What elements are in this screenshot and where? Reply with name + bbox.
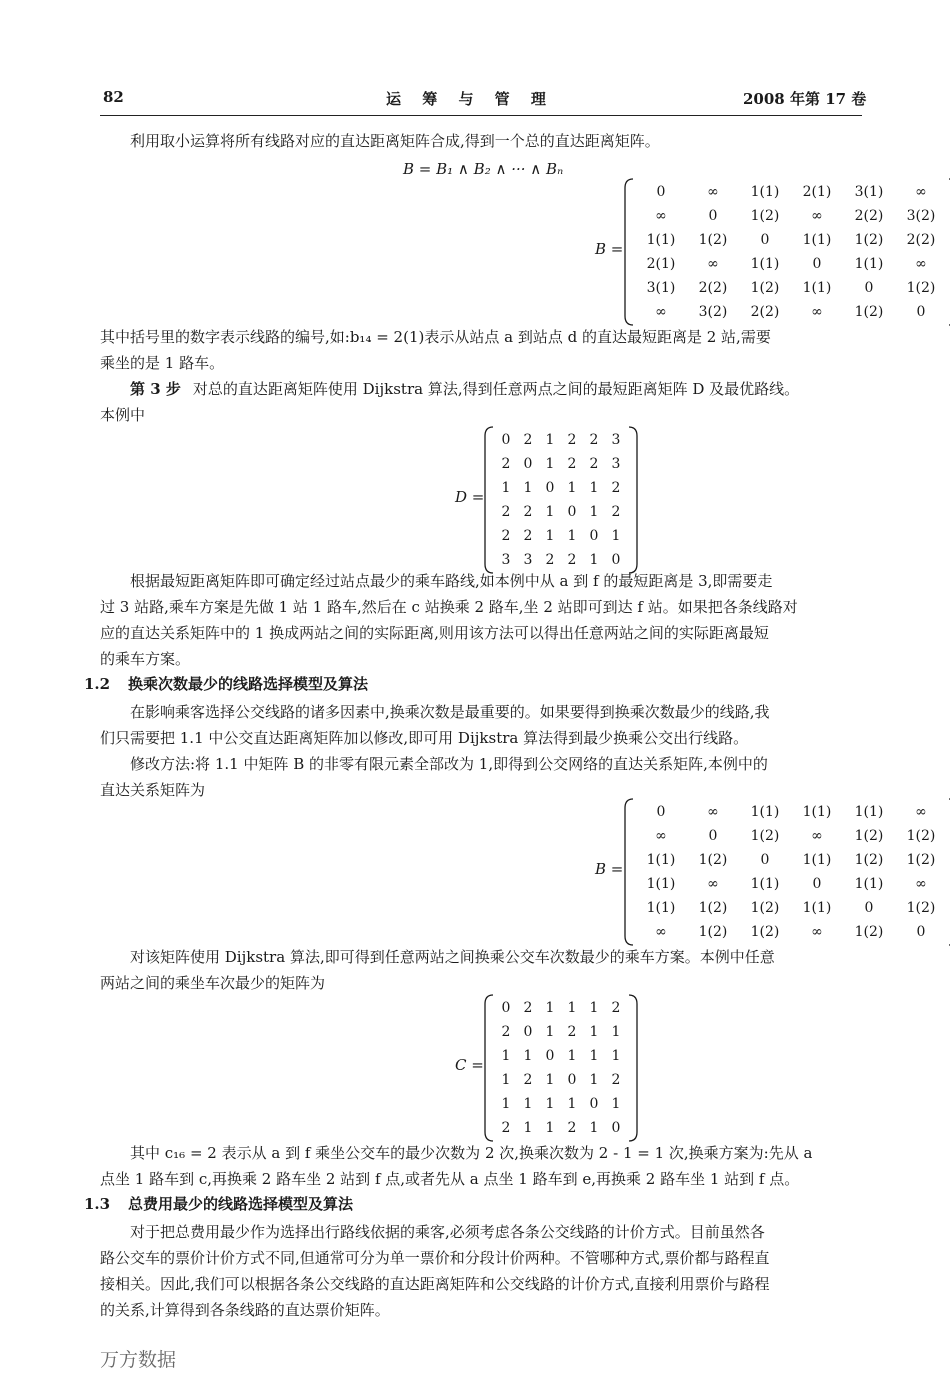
- matrix-cell: 1: [589, 504, 599, 520]
- paragraph-7: [100, 944, 862, 996]
- matrix-cell: 2: [501, 1120, 511, 1136]
- matrix-cell: 2: [589, 432, 599, 448]
- matrix-cell: 1(2): [750, 280, 780, 296]
- matrix-grid: [635, 180, 947, 324]
- right-bracket: [627, 426, 639, 574]
- text-line: 的乘车方案。: [100, 650, 191, 668]
- matrix-cell: ∞: [707, 184, 719, 200]
- matrix-cell: 0: [523, 456, 533, 472]
- matrix-cell: 2: [567, 456, 577, 472]
- matrix-cell: 0: [812, 256, 822, 272]
- text-line: 本例中: [100, 406, 146, 424]
- text-line: 的关系,计算得到各条线路的直达票价矩阵。: [100, 1301, 390, 1319]
- paragraph-9: [100, 1219, 862, 1323]
- text-line: 应的直达关系矩阵中的 1 换成两站之间的实际距离,则用该方法可以得出任意两站之间的实际距离最短: [100, 624, 769, 642]
- left-bracket: [483, 426, 495, 574]
- matrix-cell: 1: [611, 1048, 621, 1064]
- matrix-cell: ∞: [707, 876, 719, 892]
- matrix-cell: 1: [545, 1000, 555, 1016]
- text-line: 在影响乘客选择公交线路的诸多因素中,换乘次数是最重要的。如果要得到换乘次数最少的线路,我: [130, 703, 770, 721]
- matrix-cell: 1: [611, 1024, 621, 1040]
- formula-b-min: B = B₁ ∧ B₂ ∧ ··· ∧ Bₙ: [403, 160, 564, 178]
- matrix-cell: 1: [567, 1000, 577, 1016]
- matrix-cell: 1(1): [802, 280, 832, 296]
- matrix-cell: 3: [523, 552, 533, 568]
- text-line: 路公交车的票价计价方式不同,但通常可分为单一票价和分段计价两种。不管哪种方式,票价都与路程直: [100, 1249, 770, 1267]
- right-bracket: [627, 994, 639, 1142]
- matrix-cell: ∞: [915, 804, 927, 820]
- section-1-2-heading: [84, 673, 368, 694]
- step-3-text: 对总的直达距离矩阵使用 Dijkstra 算法,得到任意两点之间的最短距离矩阵 D 及最优路线。: [192, 380, 800, 398]
- matrix-grid: [495, 428, 627, 572]
- matrix-cell: 1(2): [750, 924, 780, 940]
- matrix-cell: 1: [545, 528, 555, 544]
- matrix-cell: ∞: [811, 924, 823, 940]
- matrix-cell: 1: [523, 480, 533, 496]
- matrix-grid: [635, 800, 947, 944]
- text-line: 们只需要把 1.1 中公交直达距离矩阵加以修改,即可用 Dijkstra 算法得到最少换乘公交出行线路。: [100, 729, 749, 747]
- text-line: 两站之间的乘坐车次最少的矩阵为: [100, 974, 326, 992]
- matrix-cell: 1(1): [854, 876, 884, 892]
- matrix-cell: 1(2): [906, 852, 936, 868]
- section-1-3-heading: [84, 1193, 353, 1214]
- matrix-cell: 2: [611, 504, 621, 520]
- matrix-cell: 2: [567, 1120, 577, 1136]
- matrix-cell: 1(2): [854, 828, 884, 844]
- matrix-cell: 1(1): [646, 876, 676, 892]
- matrix-c-transfers: [380, 996, 621, 1142]
- text-line: 接相关。因此,我们可以根据各条公交线路的直达距离矩阵和公交线路的计价方式,直接利用票价与路程: [100, 1275, 770, 1293]
- matrix-cell: 0: [760, 232, 770, 248]
- matrix-label: C =: [455, 1056, 484, 1074]
- matrix-cell: ∞: [915, 256, 927, 272]
- matrix-cell: 1: [589, 1000, 599, 1016]
- matrix-cell: 2: [523, 432, 533, 448]
- matrix-cell: 0: [708, 208, 718, 224]
- matrix-cell: 3(2): [698, 304, 728, 320]
- paragraph-8: [100, 1140, 862, 1192]
- matrix-cell: 1(2): [750, 208, 780, 224]
- matrix-cell: 2: [545, 552, 555, 568]
- matrix-cell: 2: [611, 480, 621, 496]
- matrix-cell: 1(1): [750, 804, 780, 820]
- matrix-cell: 1: [501, 1096, 511, 1112]
- matrix-cell: 2(2): [854, 208, 884, 224]
- matrix-label: B =: [595, 860, 624, 878]
- watermark-text: 万方数据: [100, 1349, 177, 1371]
- matrix-cell: 0: [611, 552, 621, 568]
- matrix-cell: 2(2): [906, 232, 936, 248]
- matrix-cell: 1(2): [698, 924, 728, 940]
- text-line: 乘坐的是 1 路车。: [100, 354, 225, 372]
- matrix-cell: 2: [523, 504, 533, 520]
- matrix-cell: 0: [656, 184, 666, 200]
- matrix-cell: ∞: [655, 208, 667, 224]
- matrix-cell: 1: [545, 432, 555, 448]
- matrix-cell: 0: [567, 1072, 577, 1088]
- matrix-cell: 1(1): [854, 804, 884, 820]
- matrix-cell: 1(1): [646, 852, 676, 868]
- matrix-cell: 0: [589, 1096, 599, 1112]
- matrix-cell: 1: [611, 1096, 621, 1112]
- matrix-cell: 1(2): [906, 280, 936, 296]
- matrix-cell: 0: [501, 1000, 511, 1016]
- paragraph-2: [100, 324, 862, 376]
- matrix-cell: 1: [523, 1120, 533, 1136]
- matrix-cell: ∞: [655, 304, 667, 320]
- matrix-cell: 1: [611, 528, 621, 544]
- matrix-cell: 1: [523, 1048, 533, 1064]
- matrix-cell: 1(1): [750, 184, 780, 200]
- text-line: 直达关系矩阵为: [100, 781, 206, 799]
- matrix-cell: 1: [545, 1096, 555, 1112]
- section-1-3-number: 1.3: [84, 1195, 111, 1213]
- matrix-cell: 1(2): [854, 852, 884, 868]
- text-line: 对于把总费用最少作为选择出行路线依据的乘客,必须考虑各条公交线路的计价方式。目前虽然各: [130, 1223, 765, 1241]
- matrix-cell: 1: [589, 1120, 599, 1136]
- matrix-cell: 0: [812, 876, 822, 892]
- matrix-cell: 0: [501, 432, 511, 448]
- matrix-cell: 2: [523, 1000, 533, 1016]
- matrix-cell: 2: [501, 456, 511, 472]
- matrix-cell: 1: [545, 456, 555, 472]
- matrix-cell: 2(1): [802, 184, 832, 200]
- matrix-cell: 1(2): [698, 232, 728, 248]
- matrix-cell: ∞: [707, 256, 719, 272]
- matrix-cell: 1: [545, 1024, 555, 1040]
- matrix-cell: 3: [501, 552, 511, 568]
- page-number: 82: [103, 88, 124, 106]
- matrix-b-relation: [300, 800, 936, 946]
- matrix-cell: ∞: [811, 828, 823, 844]
- matrix-cell: 1: [567, 1096, 577, 1112]
- matrix-cell: ∞: [811, 208, 823, 224]
- matrix-cell: 2: [501, 1024, 511, 1040]
- matrix-cell: 3: [611, 432, 621, 448]
- matrix-d-shortest: [380, 428, 621, 574]
- text-line: 过 3 站路,乘车方案是先做 1 站 1 路车,然后在 c 站换乘 2 路车,坐 2 站即可到达 f 站。如果把各条线路对: [100, 598, 798, 616]
- issue-info: 2008 年第 17 卷: [743, 90, 867, 108]
- matrix-cell: 3(1): [646, 280, 676, 296]
- matrix-cell: 0: [708, 828, 718, 844]
- matrix-cell: 0: [656, 804, 666, 820]
- matrix-cell: 2: [611, 1000, 621, 1016]
- step-3-label: 第 3 步: [130, 380, 181, 398]
- matrix-cell: ∞: [707, 804, 719, 820]
- matrix-cell: 1(1): [802, 232, 832, 248]
- matrix-cell: 2: [523, 528, 533, 544]
- matrix-cell: 2: [567, 552, 577, 568]
- matrix-cell: 1: [501, 1048, 511, 1064]
- journal-title: 运 筹 与 管 理: [386, 90, 554, 108]
- matrix-cell: 0: [760, 852, 770, 868]
- text-line: 对该矩阵使用 Dijkstra 算法,即可得到任意两站之间换乘公交车次数最少的乘车方案。本例中任意: [130, 948, 775, 966]
- matrix-cell: 1(1): [750, 256, 780, 272]
- matrix-cell: 1(1): [646, 900, 676, 916]
- matrix-cell: 1: [589, 480, 599, 496]
- matrix-cell: 1: [589, 552, 599, 568]
- matrix-cell: ∞: [811, 304, 823, 320]
- matrix-cell: 1: [567, 528, 577, 544]
- matrix-cell: 0: [523, 1024, 533, 1040]
- text-line: 修改方法:将 1.1 中矩阵 B 的非零有限元素全部改为 1,即得到公交网络的直达关系矩阵,本例中的: [130, 755, 768, 773]
- matrix-cell: 1(1): [802, 852, 832, 868]
- matrix-cell: 1(2): [854, 924, 884, 940]
- matrix-cell: 0: [611, 1120, 621, 1136]
- matrix-cell: 1(2): [906, 828, 936, 844]
- matrix-cell: 1(2): [698, 852, 728, 868]
- matrix-cell: 2: [501, 528, 511, 544]
- matrix-cell: 1(1): [646, 232, 676, 248]
- matrix-cell: 1(2): [854, 304, 884, 320]
- matrix-cell: 0: [589, 528, 599, 544]
- matrix-cell: 1: [589, 1072, 599, 1088]
- matrix-cell: 0: [567, 504, 577, 520]
- matrix-cell: ∞: [915, 876, 927, 892]
- matrix-cell: 0: [864, 900, 874, 916]
- paragraph-1: [100, 128, 862, 154]
- matrix-label: B =: [595, 240, 624, 258]
- matrix-cell: 2: [523, 1072, 533, 1088]
- matrix-cell: 1(1): [750, 876, 780, 892]
- matrix-cell: ∞: [655, 924, 667, 940]
- matrix-cell: 2(2): [698, 280, 728, 296]
- matrix-cell: 1: [567, 480, 577, 496]
- matrix-cell: ∞: [915, 184, 927, 200]
- matrix-cell: 1: [545, 1120, 555, 1136]
- text-line: 其中括号里的数字表示线路的编号,如:b₁₄ = 2(1)表示从站点 a 到站点 d 的直达最短距离是 2 站,需要: [100, 328, 771, 346]
- matrix-cell: 1: [523, 1096, 533, 1112]
- matrix-cell: 1(1): [802, 804, 832, 820]
- matrix-cell: 1: [501, 1072, 511, 1088]
- matrix-cell: 1: [567, 1048, 577, 1064]
- step-3: [100, 376, 862, 402]
- paragraph-5: [100, 699, 862, 751]
- section-1-3-title: 总费用最少的线路选择模型及算法: [128, 1195, 354, 1213]
- left-bracket: [483, 994, 495, 1142]
- paragraph-4: [100, 568, 862, 672]
- matrix-cell: 1: [589, 1048, 599, 1064]
- matrix-label: D =: [455, 488, 485, 506]
- section-1-2-title: 换乘次数最少的线路选择模型及算法: [128, 675, 369, 693]
- matrix-grid: [495, 996, 627, 1140]
- paragraph-3: [100, 402, 862, 428]
- matrix-cell: 1(1): [802, 900, 832, 916]
- matrix-cell: 3: [611, 456, 621, 472]
- matrix-cell: 0: [864, 280, 874, 296]
- text-line: 利用取小运算将所有线路对应的直达距离矩阵合成,得到一个总的直达距离矩阵。: [130, 132, 660, 150]
- matrix-cell: 0: [916, 304, 926, 320]
- paragraph-6: [100, 751, 862, 803]
- matrix-cell: 0: [916, 924, 926, 940]
- matrix-cell: ∞: [655, 828, 667, 844]
- matrix-cell: 2(2): [750, 304, 780, 320]
- matrix-cell: 1(2): [750, 828, 780, 844]
- matrix-cell: 1: [501, 480, 511, 496]
- matrix-cell: 2: [501, 504, 511, 520]
- matrix-b-distance: [300, 180, 936, 326]
- text-line: 其中 c₁₆ = 2 表示从 a 到 f 乘坐公交车的最少次数为 2 次,换乘次数为 2 - 1 = 1 次,换乘方案为:先从 a: [130, 1144, 813, 1162]
- matrix-cell: 3(2): [906, 208, 936, 224]
- text-line: 点坐 1 路车到 c,再换乘 2 路车坐 2 站到 f 点,或者先从 a 点坐 1 路车到 e,再换乘 2 路车坐 1 站到 f 点。: [100, 1170, 800, 1188]
- section-1-2-number: 1.2: [84, 675, 111, 693]
- matrix-cell: 1(2): [906, 900, 936, 916]
- matrix-cell: 2: [567, 432, 577, 448]
- matrix-cell: 1: [545, 504, 555, 520]
- header-rule: [100, 115, 862, 116]
- matrix-cell: 1: [589, 1024, 599, 1040]
- matrix-cell: 0: [545, 1048, 555, 1064]
- text-line: 根据最短距离矩阵即可确定经过站点最少的乘车路线,如本例中从 a 到 f 的最短距离是 3,即需要走: [130, 572, 773, 590]
- matrix-cell: 2: [611, 1072, 621, 1088]
- matrix-cell: 1(2): [750, 900, 780, 916]
- matrix-cell: 3(1): [854, 184, 884, 200]
- left-bracket: [623, 178, 635, 326]
- left-bracket: [623, 798, 635, 946]
- matrix-cell: 1: [545, 1072, 555, 1088]
- matrix-cell: 1(2): [854, 232, 884, 248]
- matrix-cell: 2: [589, 456, 599, 472]
- matrix-cell: 1(1): [854, 256, 884, 272]
- matrix-cell: 2: [567, 1024, 577, 1040]
- matrix-cell: 0: [545, 480, 555, 496]
- matrix-cell: 2(1): [646, 256, 676, 272]
- matrix-cell: 1(2): [698, 900, 728, 916]
